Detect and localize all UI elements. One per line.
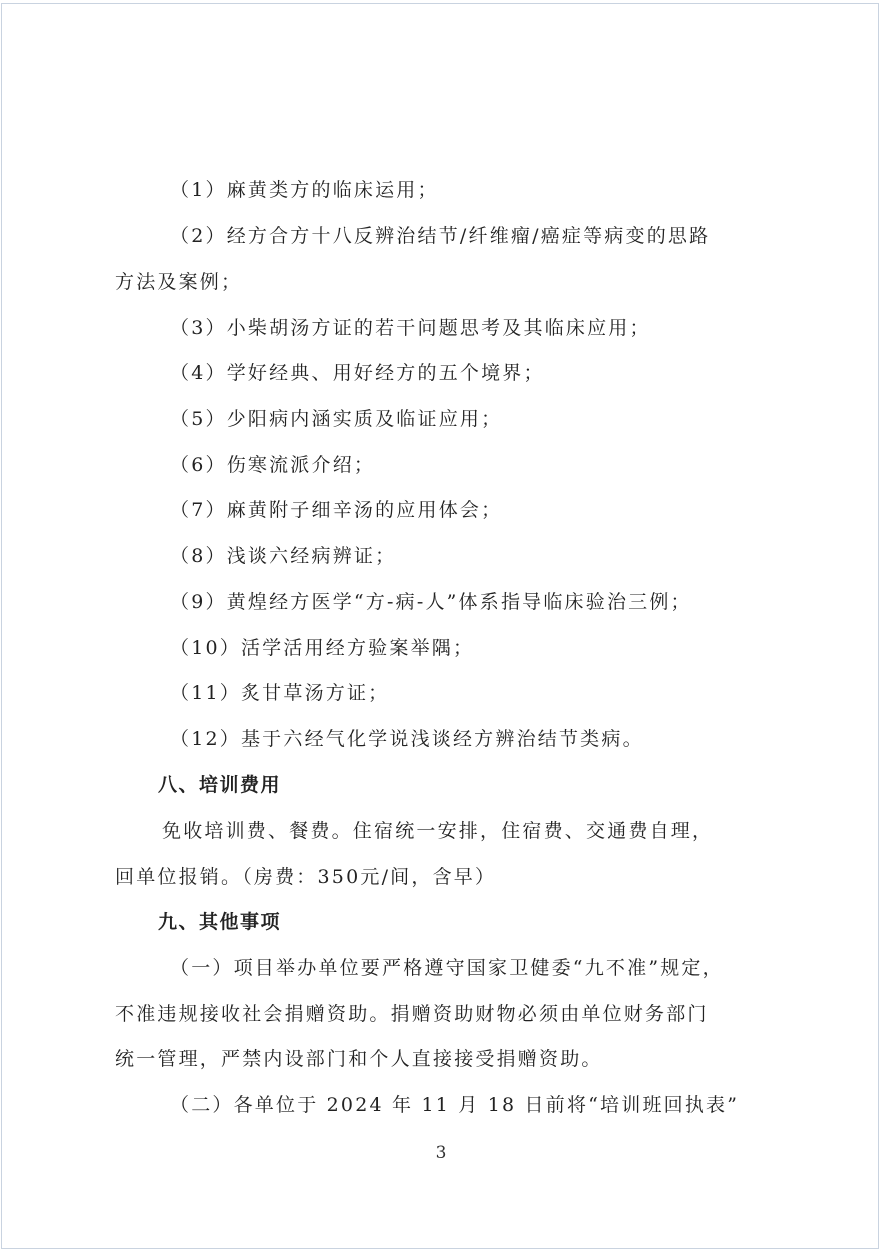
document-page — [1, 3, 879, 1249]
section9-para1-line-1: （一）项目举办单位要严格遵守国家卫健委“九不准”规定， — [170, 957, 724, 979]
list-item-9: （9）黄煌经方医学“方-病-人”体系指导临床验治三例； — [170, 591, 692, 613]
list-item-12: （12）基于六经气化学说浅谈经方辨治结节类病。 — [170, 728, 644, 750]
list-item-1: （1）麻黄类方的临床运用； — [170, 179, 439, 201]
section8-heading: 八、培训费用 — [158, 774, 282, 796]
list-item-10: （10）活学活用经方验案举隅； — [170, 637, 475, 659]
list-item-6: （6）伤寒流派介绍； — [170, 454, 376, 476]
list-item-2-continuation: 方法及案例； — [115, 271, 243, 293]
page-number: 3 — [435, 1143, 447, 1163]
list-item-3: （3）小柴胡汤方证的若干问题思考及其临床应用； — [170, 317, 651, 339]
list-item-7: （7）麻黄附子细辛汤的应用体会； — [170, 499, 503, 521]
section8-line-1: 免收培训费、餐费。住宿统一安排，住宿费、交通费自理， — [162, 820, 714, 842]
section9-para2-line-1: （二）各单位于 2024 年 11 月 18 日前将“培训班回执表” — [170, 1094, 740, 1116]
section8-line-2: 回单位报销。（房费：350元/间，含早） — [115, 866, 497, 888]
list-item-8: （8）浅谈六经病辨证； — [170, 545, 397, 567]
list-item-11: （11）炙甘草汤方证； — [170, 682, 390, 704]
list-item-4: （4）学好经典、用好经方的五个境界； — [170, 362, 545, 384]
section9-heading: 九、其他事项 — [158, 911, 282, 933]
list-item-5: （5）少阳病内涵实质及临证应用； — [170, 408, 503, 430]
section9-para1-line-3: 统一管理，严禁内设部门和个人直接接受捐赠资助。 — [115, 1048, 603, 1070]
section9-para1-line-2: 不准违规接收社会捐赠资助。捐赠资助财物必须由单位财务部门 — [115, 1003, 709, 1025]
list-item-2: （2）经方合方十八反辨治结节/纤维瘤/癌症等病变的思路 — [170, 225, 711, 247]
